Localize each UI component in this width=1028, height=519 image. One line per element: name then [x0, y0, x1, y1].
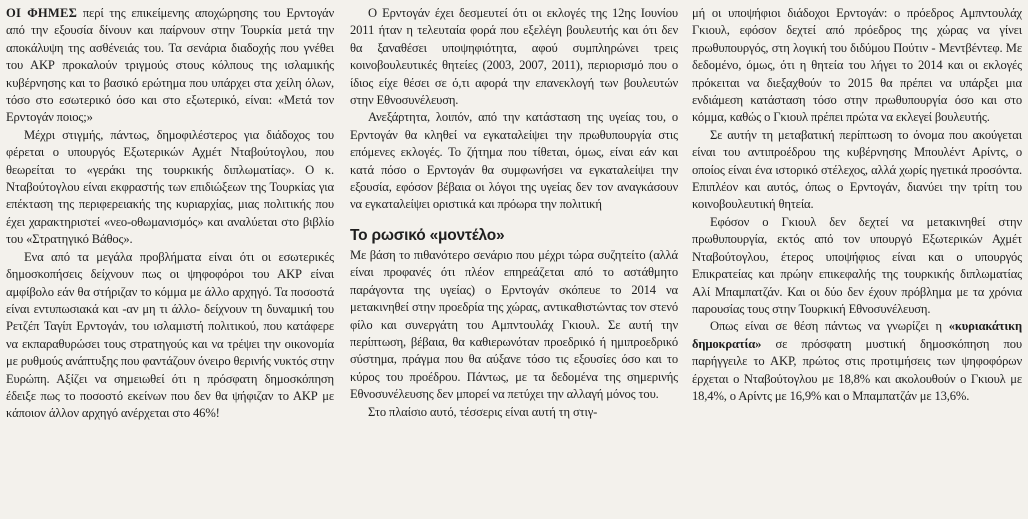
paragraph [6, 5, 334, 127]
paragraph-text: Οπως είναι σε θέση πάντως να γνωρίζει η [710, 319, 949, 334]
paragraph: Εφόσον ο Γκιουλ δεν δεχτεί να μετακινηθεί στην πρωθυπουργία, εκτός από τον υπουργό Εξωτερικών Αχμέτ Νταβούτογλου, έτερος υποψήφιος είναι και ο υπουργός Επικρατείας και πρώην επικεφαλής της τουρκικής διπλωματίας Αλί Μπαμπατζάν. Και οι δύο δεν έχουν πρόβλημα με τα χρόνια παρουσίας τους στην Τουρκική Εθνοσυνέλευση. [692, 214, 1022, 316]
paragraph: Με βάση το πιθανότερο σενάριο που μέχρι τώρα συζητείτο (αλλά είναι προφανές ότι πλέον επηρεάζεται από το αστάθμητο παράγοντα της υγείας) ο Ερντογάν σκόπευε το 2014 να μετακινηθεί στην προεδρία της χώρας, αντικαθιστώντας τον στενό φίλο και συνεργάτη του Αμπντουλάχ Γκιουλ. Σε αυτή την περίπτωση, βέβαια, θα καθιερωνόταν προεδρικό ή ημιπροεδρικό σύστημα, πράγμα που θα αύξανε τόσο τις εξουσίες όσο και το κύρος του προέδρου. Πάντως, με τα δεδομένα της σημερινής Εθνοσυνέλευσης δεν μπορεί να πετύχει την αλλαγή μόνος του. [350, 247, 678, 402]
paragraph: Ο Ερντογάν έχει δεσμευτεί ότι οι εκλογές της 12ης Ιουνίου 2011 ήταν η τελευταία φορά που εξελέγη βουλευτής και ότι δεν θα ξαναθέσει υποψηφιότητα, αφού συμπληρώνει τρεις κοινοβουλευτικές θητείες (2003, 2007, 2011), περιορισμό που ο ίδιος είχε θέσει σε ό,τι αφορά την επανεκλογή των βουλευτών στην Εθνοσυνέλευση. [350, 6, 678, 108]
paragraph [692, 318, 1022, 405]
paragraph: Ανεξάρτητα, λοιπόν, από την κατάσταση της υγείας του, ο Ερντογάν θα κληθεί να εγκαταλείψει την πρωθυπουργία στις επόμενες εκλογές. Το ζήτημα που τίθεται, όμως, είναι εάν και κατά πόσο ο Ερντογάν θα συμφωνήσει να εγκαταλείψει την εξουσία, εφόσον βέβαια οι λόγοι της υγείας δεν τον αναγκάσουν να εγκαταλείψει οριστικά και πρόωρα την πολιτική [350, 110, 678, 212]
paragraph: Στο πλαίσιο αυτό, τέσσερις είναι αυτή τη στιγ- [368, 404, 598, 419]
paragraph: Μέχρι στιγμής, πάντως, δημοφιλέστερος για διάδοχος του φέρεται ο υπουργός Εξωτερικών Αχμέτ Νταβούτογλου, που θεωρείται το «γεράκι της τουρκικής διπλωματίας». Ο κ. Νταβούτογλου είναι εκφραστής των επιδιώξεων της Τουρκίας για επέκταση της περιφερειακής της κυριαρχίας, μιας πολιτικής που έχει χαρακτηριστεί «νεο-οθωμανισμός» και αναλύεται στο βιβλίο του «Στρατηγικό Βάθος». [6, 127, 334, 247]
column-1 [6, 5, 334, 423]
paragraph: Σε αυτήν τη μεταβατική περίπτωση το όνομα που ακούγεται είναι του αντιπροέδρου της κυβέρνησης Μπουλέντ Αρίντς, ο οποίος είναι ένα ιστορικό στέλεχος, αλλά χωρίς ηγετικά προσόντα. Επιπλέον και αυτός, όπως ο Ερντογάν, διανύει την τρίτη του κοινοβουλευτική θητεία. [692, 127, 1022, 212]
column-3 [692, 5, 1022, 405]
section-heading: Το ρωσικό «μοντέλο» [350, 226, 505, 244]
paragraph: μή οι υποψήφιοι διάδοχοι Ερντογάν: ο πρόεδρος Αμπντουλάχ Γκιουλ, εφόσον δεχτεί από πρόεδρος της χώρας να γίνει πρωθυπουργός, στη λογική του διδύμου Πούτιν - Μεντβέντεφ. Με δεδομένο, όμως, ότι η θητεία του λήγει το 2014 και οι εκλογές πρόκειται να διεξαχθούν το 2015 θα πρέπει να υπάρξει μια ενδιάμεση κατάσταση τόσο στην πρωθυπουργία όσο και στο κόμμα, καθώς ο Γκιουλ πρέπει πρώτα να εκλεγεί βουλευτής. [692, 6, 1022, 125]
paragraph-text: σε πρόσφατη μυστική δημοσκόπηση που παρήγγειλε το ΑΚΡ, πρώτος στις προτιμήσεις των ψηφοφόρων έρχεται ο Νταβούτογλου με 18,8% και ακολουθούν ο Γκιουλ με 18,4%, ο Αρίντς με 16,9% και ο Μπαμπατζάν με 13,6%. [692, 336, 1022, 403]
paragraph: Ενα από τα μεγάλα προβλήματα είναι ότι οι εσωτερικές δημοσκοπήσεις δείχνουν πως οι ψηφοφόροι του ΑΚΡ είναι αμφίβολο εάν θα στήριζαν το κόμμα με άλλο αρχηγό. Τα ποσοστά είναι εντυπωσιακά και -αν μη τι άλλο- δείχνουν τη δυναμική του Ρετζέπ Ταγίπ Ερντογάν, του ισλαμιστή πολιτικού, που κατάφερε να εκπαραθυρώσει τους στρατηγούς και να τρέψει την οικονομία με ρυθμούς ανάπτυξης που φαντάζουν όνειρο θερινής νυκτός στην Ευρώπη. Αξίζει να σημειωθεί ότι η πρόσφατη δημοσκόπηση έδειξε πως το ποσοστό εκείνων που δεν θα ψήφιζαν το ΑΚΡ με κάποιον άλλον αρχηγό ανέρχεται στο 46%! [6, 249, 334, 421]
lead-in: ΟΙ ΦΗΜΕΣ [6, 6, 78, 20]
paragraph-text: περί της επικείμενης αποχώρησης του Ερντογάν από την εξουσία δίνουν και παίρνουν στην Τουρκία μετά την αποκάλυψη της ασθένειάς του. Τα σενάρια διαδοχής που γνέθει του ΑΚΡ προκαλούν τριγμούς στους κόλπους της ισλαμικής κυβέρνησης και το βασικό ερώτημα που υπάρχει στα χείλη όλων, τόσο στο εσωτερικό όσο και στο εξωτερικό, είναι: «Μετά τον Ερντογάν ποιος;» [6, 6, 335, 125]
newspaper-name: «κυριακάτικη δημοκρατία» [692, 319, 1022, 351]
column-2 [350, 5, 678, 421]
